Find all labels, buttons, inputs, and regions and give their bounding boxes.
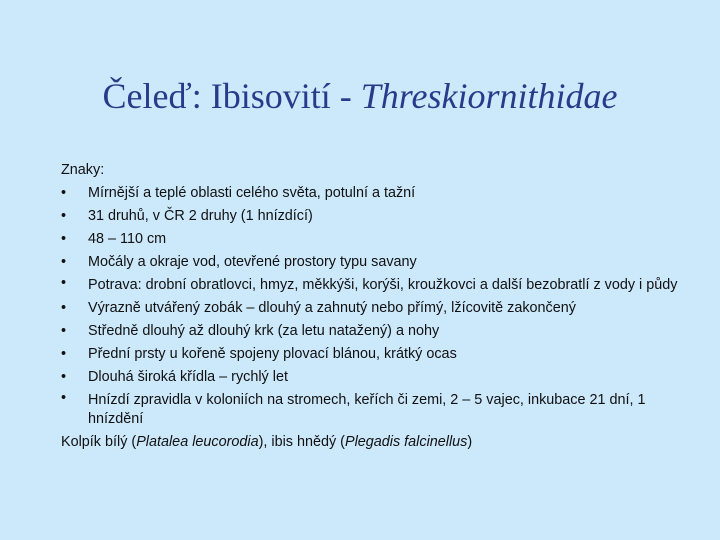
list-item-text: Mírnější a teplé oblasti celého světa, potulní a tažní: [88, 185, 416, 201]
list-item: [61, 228, 681, 251]
content-heading: Znaky:: [61, 162, 105, 178]
bullet: •: [61, 323, 67, 339]
list-item-text: Výrazně utvářený zobák – dlouhý a zahnutý nebo přímý, lžícovitě zakončený: [88, 300, 576, 316]
species-separator: ), ibis hnědý (: [258, 434, 345, 450]
list-item: [61, 182, 681, 205]
species2-end: ): [467, 434, 473, 450]
list-item: [61, 366, 681, 389]
slide-content: [61, 159, 681, 454]
bullet: •: [61, 231, 67, 247]
list-item-text: Dlouhá široká křídla – rychlý let: [88, 369, 288, 385]
species1-latin: Platalea leucorodia: [136, 434, 259, 450]
list-item: [61, 297, 681, 320]
bullet: •: [61, 346, 67, 362]
list-item-text: 31 druhů, v ČR 2 druhy (1 hnízdící): [88, 208, 313, 224]
bullet: •: [61, 390, 67, 406]
list-item: [61, 205, 681, 228]
bullet: •: [61, 185, 67, 201]
list-item-text: Hnízdí zpravidla v koloniích na stromech, keřích či zemi, 2 – 5 vajec, inkubace 21 dní, 1 hnízdění: [88, 392, 646, 427]
slide-title: [0, 70, 720, 122]
list-item: [61, 274, 681, 297]
species2-latin: Plegadis falcinellus: [344, 434, 468, 450]
title-latin-name: Threskiornithidae: [360, 76, 618, 116]
list-item-text: Přední prsty u kořeně spojeny plovací blánou, krátký ocas: [88, 346, 457, 362]
list-item: [61, 389, 681, 431]
bullet: •: [61, 208, 67, 224]
list-item: [61, 343, 681, 366]
bullet: •: [61, 275, 67, 291]
list-item-text: Středně dlouhý až dlouhý krk (za letu natažený) a nohy: [88, 323, 440, 339]
title-main: Čeleď: Ibisovití -: [102, 76, 361, 116]
list-item: [61, 251, 681, 274]
bullet: •: [61, 369, 67, 385]
bullet: •: [61, 300, 67, 316]
list-item: [61, 320, 681, 343]
species1-common: Kolpík bílý (: [61, 434, 137, 450]
species-examples: [61, 431, 681, 454]
list-item-text: Potrava: drobní obratlovci, hmyz, měkkýši, korýši, kroužkovci a další bezobratlí z vody i půdy: [88, 277, 678, 293]
bullet: •: [61, 254, 67, 270]
list-item-text: 48 – 110 cm: [88, 231, 167, 247]
list-item-text: Močály a okraje vod, otevřené prostory typu savany: [88, 254, 417, 270]
feature-list: [61, 182, 681, 431]
